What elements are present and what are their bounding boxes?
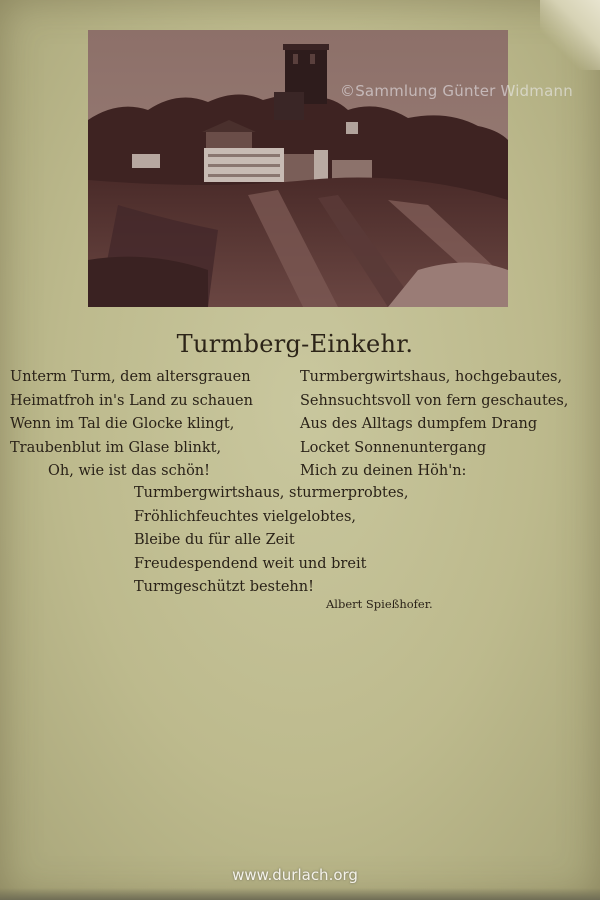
- poem-line: Mich zu deinen Höh'n:: [300, 463, 467, 479]
- collection-watermark: ©Sammlung Günter Widmann: [340, 82, 573, 100]
- poem-line: Unterm Turm, dem altersgrauen: [10, 369, 251, 385]
- card-edge-shadow: [0, 888, 600, 900]
- turmberg-photo: [88, 30, 573, 307]
- stanza-left: [10, 366, 253, 484]
- poem-line: Freudespendend weit und breit: [134, 555, 367, 572]
- poem-line: Bleibe du für alle Zeit: [134, 532, 295, 548]
- stanza-center: [134, 482, 408, 600]
- stanza-right: [300, 366, 568, 484]
- poem-line: Sehnsuchtsvoll von fern geschautes,: [300, 392, 569, 409]
- poem-line: Traubenblut im Glase blinkt,: [10, 439, 222, 456]
- photo-illustration: [88, 30, 508, 307]
- poem-line: Turmbergwirtshaus, sturmerprobtes,: [134, 485, 409, 501]
- website-watermark: www.durlach.org: [232, 866, 358, 884]
- worn-corner: [540, 0, 600, 70]
- poem-line: Oh, wie ist das schön!: [48, 463, 210, 479]
- poem-line: Locket Sonnenuntergang: [300, 439, 487, 456]
- poem-line: Fröhlichfeuchtes vielgelobtes,: [134, 508, 357, 525]
- poem-line: Heimatfroh in's Land zu schauen: [10, 392, 253, 409]
- poem-line: Turmgeschützt bestehn!: [134, 579, 314, 595]
- poem-line: Aus des Alltags dumpfem Drang: [300, 416, 538, 432]
- poem-title: Turmberg-Einkehr.: [176, 330, 414, 358]
- poem-line: Wenn im Tal die Glocke klingt,: [10, 416, 235, 432]
- poem-author: Albert Spießhofer.: [326, 597, 433, 611]
- poem-line: Turmbergwirtshaus, hochgebautes,: [300, 369, 563, 385]
